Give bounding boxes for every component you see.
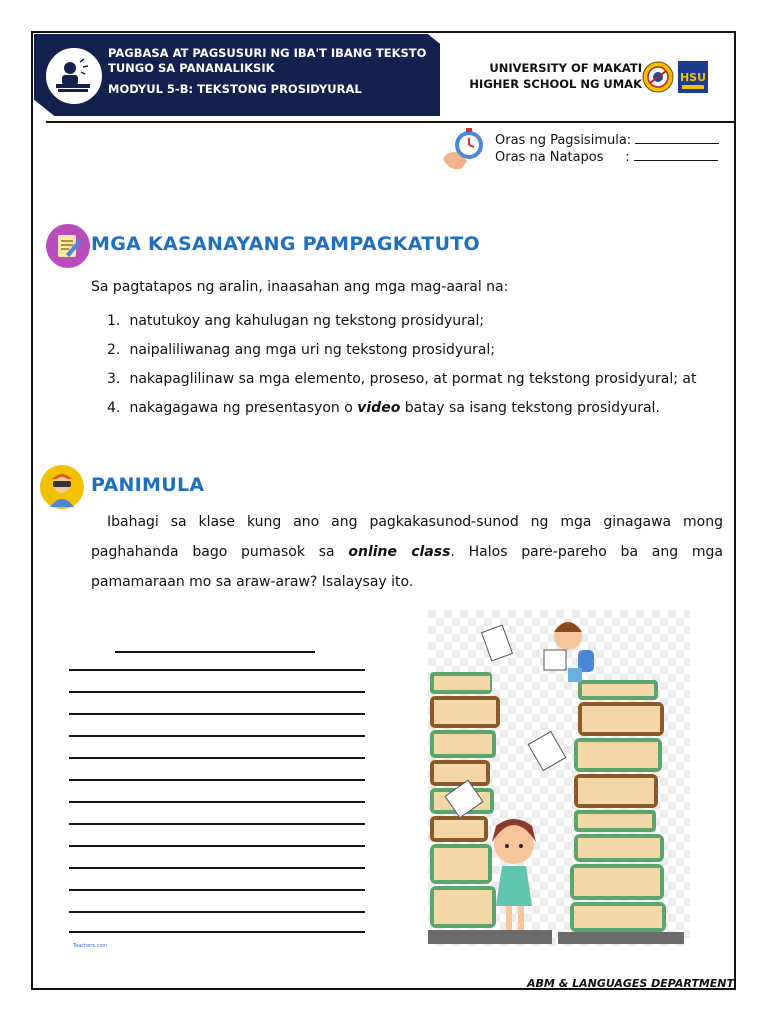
- school-seal-icon: [678, 61, 708, 93]
- writing-line[interactable]: [69, 867, 365, 869]
- student-vr-icon: [40, 465, 84, 509]
- writing-line[interactable]: [69, 889, 365, 891]
- university-block: [469, 60, 642, 92]
- writing-line[interactable]: [69, 845, 365, 847]
- objective-item: [107, 371, 696, 387]
- objective-number: 2.: [107, 342, 121, 358]
- objective-number: 3.: [107, 371, 121, 387]
- objective-text: naipaliliwanag ang mga uri ng tekstong prosidyural;: [129, 342, 495, 358]
- objective-number: 1.: [107, 313, 121, 329]
- objectives-intro: Sa pagtatapos ng aralin, inaasahan ang mga mag-aaral na:: [91, 279, 509, 295]
- objective-emphasis: video: [357, 400, 401, 416]
- panimula-title: PANIMULA: [91, 474, 205, 496]
- end-time-blank[interactable]: [634, 149, 718, 161]
- objective-number: 4.: [107, 400, 121, 416]
- start-time-blank[interactable]: [635, 132, 719, 144]
- panimula-emphasis: online class: [348, 544, 451, 560]
- end-time-label: Oras na Natapos: [495, 150, 604, 165]
- panimula-paragraph: [91, 507, 723, 597]
- university-name: UNIVERSITY OF MAKATI: [489, 61, 642, 75]
- course-title-line1: PAGBASA AT PAGSUSURI NG IBA'T IBANG TEKSTO: [108, 46, 427, 60]
- writing-line[interactable]: [69, 823, 365, 825]
- objective-item: [107, 313, 484, 329]
- writing-line[interactable]: [69, 669, 365, 671]
- university-seal-icon: [642, 61, 674, 93]
- department-footer: ABM & LANGUAGES DEPARTMENT: [527, 977, 734, 990]
- time-record: [495, 132, 719, 166]
- stopwatch-icon: [441, 125, 491, 173]
- writing-line[interactable]: [69, 931, 365, 933]
- objective-text: natutukoy ang kahulugan ng tekstong prosidyural;: [129, 313, 485, 329]
- module-title: MODYUL 5-B: TEKSTONG PROSIDYURAL: [108, 82, 362, 96]
- book-stacks-illustration: [428, 610, 690, 946]
- writing-line[interactable]: [69, 735, 365, 737]
- writing-line[interactable]: [69, 691, 365, 693]
- school-seal-text: HSU: [679, 71, 707, 84]
- end-time-row: [495, 149, 719, 166]
- notebook-pencil-icon: [46, 224, 90, 268]
- watermark-text: Teachers.com: [73, 943, 108, 949]
- objectives-title: MGA KASANAYANG PAMPAGKATUTO: [91, 233, 481, 255]
- objective-item: [107, 342, 495, 358]
- reader-logo-icon: [44, 46, 104, 106]
- objective-item: [107, 400, 660, 416]
- writing-line[interactable]: [69, 779, 365, 781]
- panimula-text-2: . Halos pare-pareho ba ang mga pamamaraan mo sa araw-araw? Isalaysay ito.: [91, 544, 723, 590]
- end-time-colon: :: [625, 150, 630, 165]
- objective-text-post: batay sa isang tekstong prosidyural.: [400, 400, 660, 416]
- writing-title-line[interactable]: [115, 651, 315, 653]
- header-titles: [108, 46, 426, 97]
- writing-line[interactable]: [69, 757, 365, 759]
- school-name: HIGHER SCHOOL NG UMAK: [469, 77, 642, 91]
- objective-text-pre: nakagagawa ng presentasyon o: [129, 400, 358, 416]
- panimula-text-1: Ibahagi sa klase kung ano ang pagkakasunod-sunod ng mga ginagawa mong paghahanda bago pumasok sa: [91, 514, 723, 560]
- writing-line[interactable]: [69, 713, 365, 715]
- writing-line[interactable]: [69, 801, 365, 803]
- start-time-row: [495, 132, 719, 149]
- course-title-line2: TUNGO SA PANANALIKSIK: [108, 61, 275, 75]
- start-time-label: Oras ng Pagsisimula:: [495, 133, 632, 148]
- header-divider: [46, 121, 736, 123]
- objective-text: nakapaglilinaw sa mga elemento, proseso, at pormat ng tekstong prosidyural; at: [129, 371, 697, 387]
- writing-line[interactable]: [69, 911, 365, 913]
